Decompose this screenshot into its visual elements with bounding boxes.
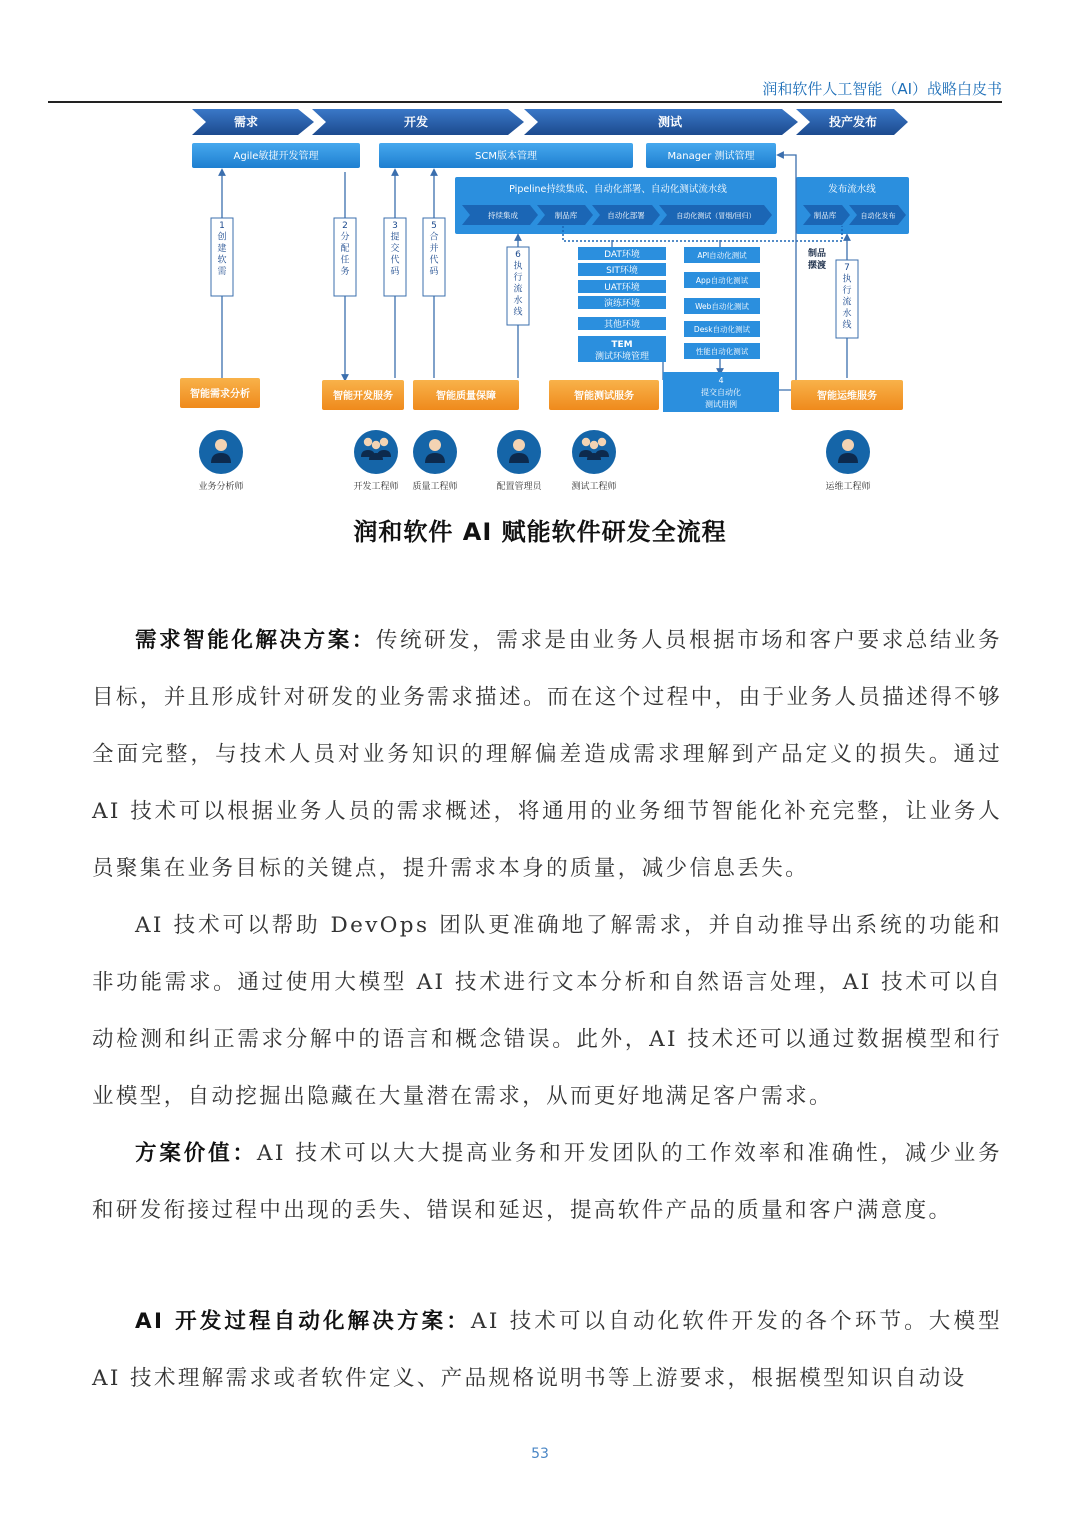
flow-step-label: 1 创建软需 — [217, 221, 227, 277]
scm-label: SCM版本管理 — [475, 151, 537, 162]
phase-label: 开发 — [403, 115, 429, 129]
pipeline-label: Pipeline持续集成、自动化部署、自动化测试流水线 — [509, 184, 727, 195]
phase-label: 测试 — [657, 115, 683, 129]
paragraph-text: AI 技术可以大大提高业务和开发团队的工作效率和准确性，减少业务和研发衔接过程中出现的丢失、错误和延迟，提高软件产品的质量和客户满意度。 — [92, 1141, 1002, 1223]
page-number: 53 — [531, 1446, 549, 1462]
body-text-block-2 — [92, 1293, 1002, 1407]
paragraph-heading: 需求智能化解决方案： — [135, 628, 376, 653]
auto-test-label: App自动化测试 — [695, 276, 749, 285]
paragraph-text: AI 技术可以帮助 DevOps 团队更准确地了解需求，并自动推导出系统的功能和非功能需求。通过使用大模型 AI 技术进行文本分析和自然语言处理，AI 技术可以自动检测和纠正需求分解中的语言和概念错误。此外，AI 技术还可以通过数据模型和行业模型，自动挖掘出隐藏在大量潜在需求，从而更好地满足客户需求。 — [92, 913, 1002, 1109]
person-icon — [497, 430, 541, 474]
role-label: 开发工程师 — [353, 482, 399, 492]
phase-label: 投产发布 — [828, 115, 878, 129]
role-label: 质量工程师 — [412, 482, 458, 492]
service-label: 智能质量保障 — [436, 391, 496, 402]
flow-step-label: 3 提交代码 — [390, 221, 400, 277]
paragraph — [92, 612, 1002, 897]
figure-caption: 润和软件 AI 赋能软件研发全流程 — [353, 518, 727, 546]
paragraph-text: AI 技术可以自动化软件开发的各个环节。大模型 AI 技术理解需求或者软件定义、产品规格说明书等上游要求，根据模型知识自动设 — [92, 1309, 1002, 1391]
phase-label: 需求 — [233, 115, 259, 129]
paragraph-text: 传统研发，需求是由业务人员根据市场和客户要求总结业务目标，并且形成针对研发的业务需求描述。而在这个过程中，由于业务人员描述得不够全面完整，与技术人员对业务知识的理解偏差造成需求理解到产品定义的损失。通过 AI 技术可以根据业务人员的需求概述，将通用的业务细节智能化补充完整，让业务人员聚集在业务目标的关键点，提升需求本身的质量，减少信息丢失。 — [92, 628, 1002, 881]
submit-label: 测试用例 — [705, 400, 737, 409]
role-label: 配置管理员 — [496, 482, 542, 492]
artifact-label: 摆渡 — [807, 261, 827, 271]
tem-label: TEM — [611, 340, 633, 350]
paragraph-heading: AI 开发过程自动化解决方案： — [135, 1309, 471, 1334]
pipeline-step-label: 持续集成 — [488, 211, 518, 220]
flow-step-label: 5 合并代码 — [429, 221, 439, 277]
flow-step-label: 2 分配任务 — [340, 221, 350, 277]
role-avatars — [199, 430, 870, 474]
flow-step-label: 7 执行流水线 — [842, 263, 852, 331]
role-labels — [198, 480, 870, 492]
env-label: 演练环境 — [603, 299, 641, 309]
auto-test-label: 性能自动化测试 — [695, 347, 749, 356]
pipeline-step-label: 自动化部署 — [607, 211, 645, 220]
paragraph-heading: 方案价值： — [135, 1141, 257, 1166]
env-label: DAT环境 — [604, 250, 640, 260]
role-label: 运维工程师 — [825, 482, 871, 492]
auto-test-label: Web自动化测试 — [695, 302, 749, 311]
service-label: 智能开发服务 — [333, 391, 393, 402]
person-icon — [199, 430, 243, 474]
person-icon — [354, 430, 398, 474]
release-label: 发布流水线 — [828, 184, 876, 195]
env-label: 其他环境 — [603, 320, 641, 330]
auto-test-label: API自动化测试 — [697, 251, 747, 260]
env-label: UAT环境 — [604, 283, 640, 293]
flow-step-label: 6 执行流水线 — [513, 250, 523, 318]
pipeline-step-label: 制品库 — [554, 211, 578, 220]
service-boxes — [180, 378, 903, 410]
page-header — [48, 74, 1002, 103]
release-step-label: 自动化发布 — [860, 212, 896, 220]
service-label: 智能运维服务 — [817, 391, 877, 402]
paragraph — [92, 1293, 1002, 1407]
service-label: 智能需求分析 — [190, 389, 250, 400]
service-label: 智能测试服务 — [574, 391, 634, 402]
phase-bar — [192, 109, 908, 135]
auto-test-list — [684, 247, 760, 359]
agile-label: Agile敏捷开发管理 — [233, 151, 319, 162]
devops-flow-diagram — [0, 100, 1080, 500]
artifact-label: 制品 — [807, 249, 827, 259]
auto-test-label: Desk自动化测试 — [693, 325, 751, 334]
manager-label: Manager 测试管理 — [667, 151, 755, 162]
tem-label: 测试环境管理 — [594, 352, 650, 362]
env-label: SIT环境 — [606, 266, 638, 276]
submit-label: 4 — [718, 376, 724, 385]
pipeline-step-label: 自动化测试（冒烟/回归） — [676, 212, 756, 220]
pipeline-steps — [462, 205, 772, 225]
header-title: 润和软件人工智能（AI）战略白皮书 — [762, 80, 1002, 98]
role-label: 业务分析师 — [198, 482, 244, 492]
body-text-block-1 — [92, 612, 1002, 1239]
role-label: 测试工程师 — [571, 482, 617, 492]
person-icon — [572, 430, 616, 474]
paragraph — [92, 897, 1002, 1125]
release-step-label: 制品库 — [813, 211, 837, 220]
env-list — [578, 247, 666, 362]
paragraph — [92, 1125, 1002, 1239]
person-icon — [826, 430, 870, 474]
person-icon — [413, 430, 457, 474]
submit-label: 提交自动化 — [701, 388, 741, 397]
step-labels — [211, 218, 858, 338]
